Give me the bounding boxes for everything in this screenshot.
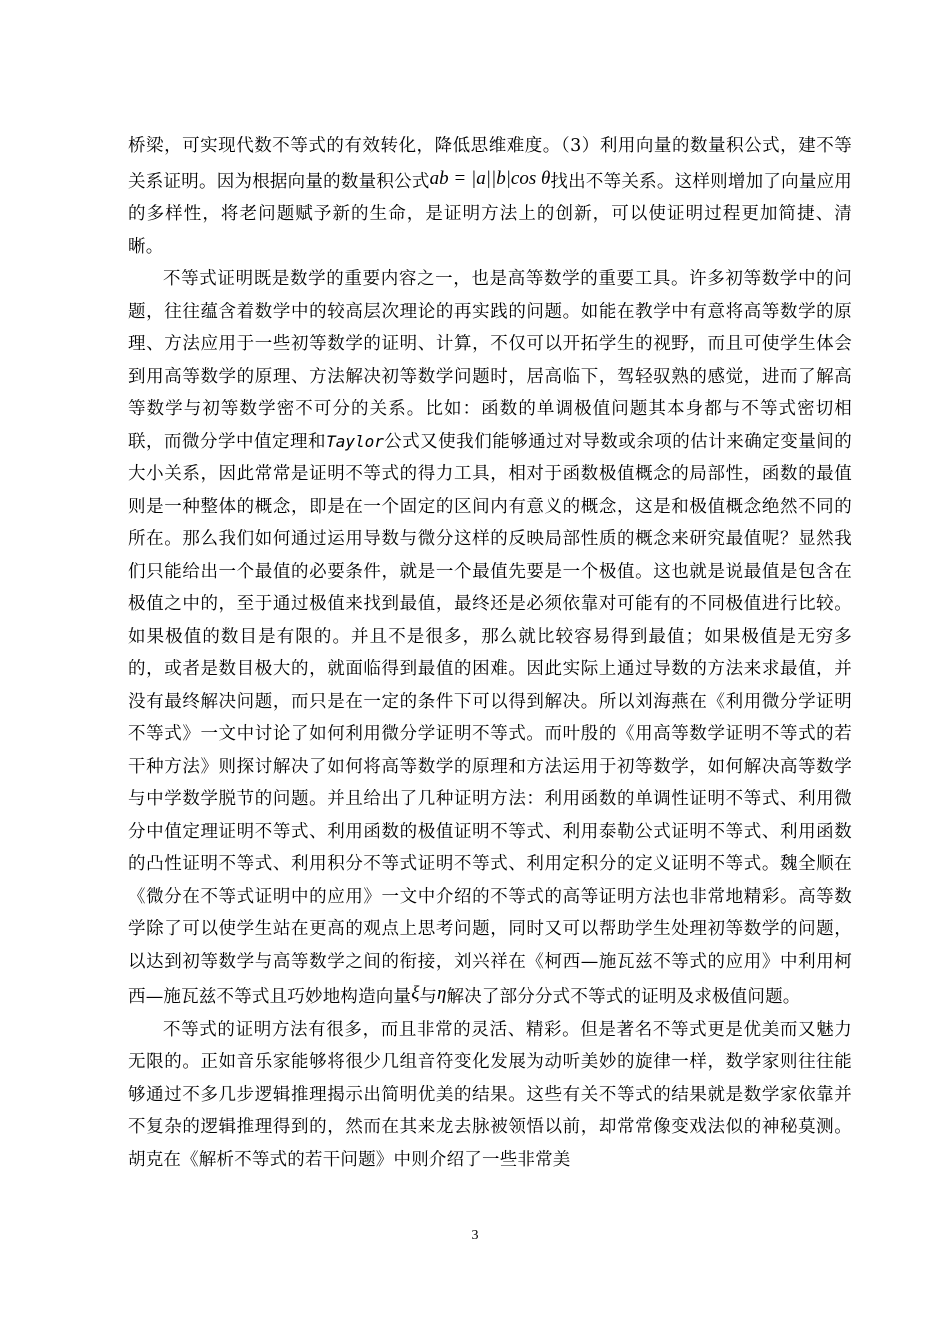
paragraph-2 xyxy=(128,263,852,1014)
eta-symbol: η xyxy=(437,983,447,1004)
paragraph-2-text-1: 不等式证明既是数学的重要内容之一，也是高等数学的重要工具。许多初等数学中的问题，往往蕴含着数学中的较高层次理论的再实践的问题。如能在教学中有意将高等数学的原理、方法应用于一些初等数学的证明、计算，不仅可以开拓学生的视野，而且可使学生体会到用高等数学的原理、方法解决初等数学问题时，居高临下，驾轻驭熟的感觉，进而了解高等数学与初等数学密不可分的关系。比如：函数的单调极值问题其本身都与不等式密切相联，而微分学中值定理和 xyxy=(128,269,852,452)
paragraph-2-text-2: 公式又使我们能够通过对导数或余项的估计来确定变量间的大小关系，因此常常是证明不等式的得力工具，相对于函数极值概念的局部性，函数的最值则是一种整体的概念，即是在一个固定的区间内有意义的概念，这是和极值概念绝然不同的所在。那么我们如何通过运用导数与微分这样的反映局部性质的概念来研究最值呢？显然我们只能给出一个最值的必要条件，就是一个最值先要是一个极值。这也就是说最值是包含在极值之中的，至于通过极值来找到最值，最终还是必须依靠对可能有的不同极值进行比较。如果极值的数目是有限的。并且不是很多，那么就比较容易得到最值；如果极值是无穷多的，或者是数目极大的，就面临得到最值的困难。因此实际上通过导数的方法来求最值，并没有最终解决问题，而只是在一定的条件下可以得到解决。所以刘海燕在《利用微分学证明不等式》一文中讨论了如何利用微分学证明不等式。而叶殷的《用高等数学证明不等式的若干种方法》则探讨解决了如何将高等数学的原理和方法运用于初等数学，如何解决高等数学与中学数学脱节的问题。并且给出了几种证明方法：利用函数的单调性证明不等式、利用微分中值定理证明不等式、利用函数的极值证明不等式、利用泰勒公式证明不等式、利用函数的凸性证明不等式、利用积分不等式证明不等式、利用定积分的定义证明不等式。魏全顺在《微分在不等式证明中的应用》一文中介绍的不等式的高等证明方法也非常地精彩。高等数学除了可以使学生站在更高的观点上思考问题，同时又可以帮助学生处理初等数学的问题，以达到初等数学与高等数学之间的衔接，刘兴祥在《柯西—施瓦兹不等式的应用》中利用柯西—施瓦兹不等式且巧妙地构造向量 xyxy=(128,431,852,1007)
paragraph-1-text-2: 找出不等关系。这样则增加了向量应用的多样性，将老问题赋予新的生命，是证明方法上的创新，可以使证明过程更加简捷、清晰。 xyxy=(128,171,853,257)
dot-product-formula-text: ab = |a||b|cos θ xyxy=(429,167,551,189)
paragraph-1-text-1: 桥梁，可实现代数不等式的有效转化，降低思维难度。（3）利用向量的数量积公式，建不等关系证明。因为根据向量的数量积公式 xyxy=(128,136,852,192)
dot-product-formula xyxy=(430,168,551,189)
paragraph-2-text-4: 解决了部分分式不等式的证明及求极值问题。 xyxy=(446,987,801,1007)
paragraph-1 xyxy=(128,130,852,263)
page-number: 3 xyxy=(471,1228,479,1243)
document-body xyxy=(128,130,852,1176)
taylor-term: Taylor xyxy=(326,431,384,451)
paragraph-3 xyxy=(128,1014,852,1177)
paragraph-3-text-1: 不等式的证明方法有很多，而且非常的灵活、精彩。但是著名不等式更是优美而又魅力无限的。正如音乐家能够将很少几组音符变化发展为动听美妙的旋律一样，数学家则往往能够通过不多几步逻辑推理揭示出简明优美的结果。这些有关不等式的结果就是数学家依靠并不复杂的逻辑推理得到的，然而在其来龙去脉被领悟以前，却常常像变戏法似的神秘莫测。胡克在《解析不等式的若干问题》中则介绍了一些非常美 xyxy=(128,1019,852,1170)
xi-symbol: ξ xyxy=(411,983,420,1004)
paragraph-2-text-3: 与 xyxy=(419,987,438,1007)
